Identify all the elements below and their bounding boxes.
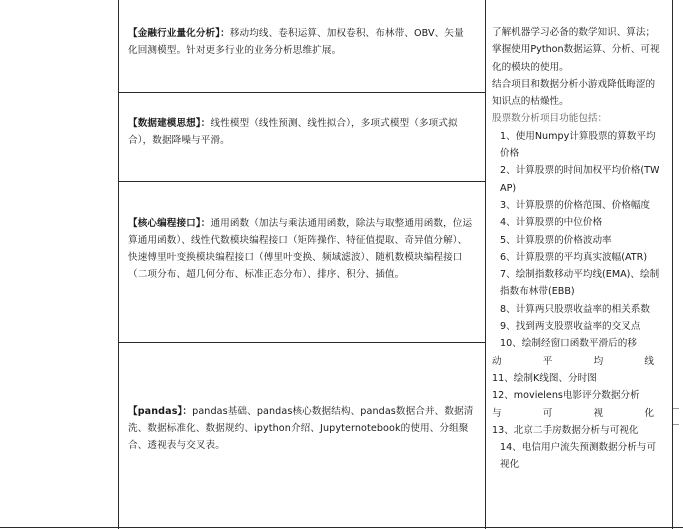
justified-char: 化 <box>644 407 654 419</box>
edge-mark <box>673 424 679 425</box>
list-item: 8、计算两只股票收益率的相关系数 <box>500 303 651 315</box>
justified-char: 可 <box>542 407 553 419</box>
list-item: 3、计算股票的价格范围、价格幅度 <box>500 199 651 211</box>
row-divider-3 <box>118 342 486 343</box>
row-body: 移动均线、卷积运算、加权卷积、布林带、OBV、矢量化回测模型。针对更多行业的业务分析思维扩展。 <box>128 28 464 56</box>
row-divider-2 <box>118 181 486 182</box>
row-tag: 【数据建模思想】 <box>128 118 201 129</box>
list-item-10-cont <box>492 353 662 370</box>
list-item: 2、计算股票的时间加权平均价格(TWAP) <box>500 165 660 194</box>
row-modeling <box>128 115 468 149</box>
list-item-11: 11、绘制K线图、分时图 <box>492 372 597 384</box>
table-border-mid-col <box>485 0 486 529</box>
row-financial-quant <box>128 25 468 59</box>
row-tag: 【核心编程接口】 <box>128 218 201 229</box>
row-sep: ： <box>200 118 211 129</box>
table-bottom-border <box>0 527 683 528</box>
row-core-api <box>128 215 474 283</box>
row-sep: ： <box>182 406 193 417</box>
justified-char: 与 <box>492 407 502 419</box>
row-pandas <box>128 403 474 454</box>
justified-char: 线 <box>644 355 654 367</box>
justified-char: 均 <box>593 355 604 367</box>
list-item-12: 12、movielens电影评分数据分析 <box>492 390 640 402</box>
row-sep: ： <box>220 28 230 39</box>
list-item: 6、计算股票的平均真实波幅(ATR) <box>500 251 648 263</box>
row-tag: 【pandas】 <box>128 406 183 417</box>
list-item: 7、绘制指数移动平均线(EMA)、绘制指数布林带(EBB) <box>500 269 660 298</box>
justified-char: 视 <box>593 407 604 419</box>
row-divider-1 <box>118 92 486 93</box>
row-body: pandas基础、pandas核心数据结构、pandas数据合并、数据清洗、数据标准化、数据规约、ipython介绍、Jupyternotebook的使用、分组聚合、透视表与交叉表。 <box>128 406 474 451</box>
justified-char: 平 <box>542 355 553 367</box>
intro-paragraph: 了解机器学习必备的数学知识、算法；掌握使用Python数据运算、分析、可视化的模块的使用。 <box>492 27 660 73</box>
list-item: 9、找到两支股票收益率的交叉点 <box>500 321 641 333</box>
intro-paragraph-2: 结合项目和数据分析小游戏降低晦涩的知识点的枯燥性。 <box>492 78 656 108</box>
edge-mark <box>673 408 679 409</box>
list-item-12-cont <box>492 405 662 422</box>
row-body: 通用函数（加法与乘法通用函数，除法与取整通用函数，位运算通用函数）、线性代数模块编程接口（矩阵操作、特征值提取、奇异值分解）、快速傅里叶变换模块编程接口（傅里叶变换、频域滤波）、随机数模块编程接口（二项分布、超几何分布、标准正态分布）、排序、积分、插值。 <box>128 218 473 280</box>
list-item-14: 14、电信用户流失预测数据分析与可视化 <box>500 442 657 471</box>
project-heading: 股票数分析项目功能包括： <box>492 113 608 125</box>
list-item: 1、使用Numpy计算股票的算数平均价格 <box>500 130 656 160</box>
row-body: 线性模型（线性预测、线性拟合），多项式模型（多项式拟合），数据降噪与平滑。 <box>128 118 458 146</box>
table-border-left-col <box>118 0 119 529</box>
justified-char: 动 <box>492 355 502 367</box>
table-border-right-col <box>672 0 673 529</box>
objectives-column <box>492 24 662 474</box>
list-item-13: 13、北京二手房数据分析与可视化 <box>492 424 639 436</box>
row-tag: 【金融行业量化分析】 <box>128 28 221 39</box>
row-sep: ： <box>200 218 211 229</box>
list-item-10: 10、绘制经窗口函数平滑后的移 <box>500 338 637 350</box>
list-item: 4、计算股票的中位价格 <box>500 217 603 229</box>
list-item: 5、计算股票的价格波动率 <box>500 234 612 246</box>
